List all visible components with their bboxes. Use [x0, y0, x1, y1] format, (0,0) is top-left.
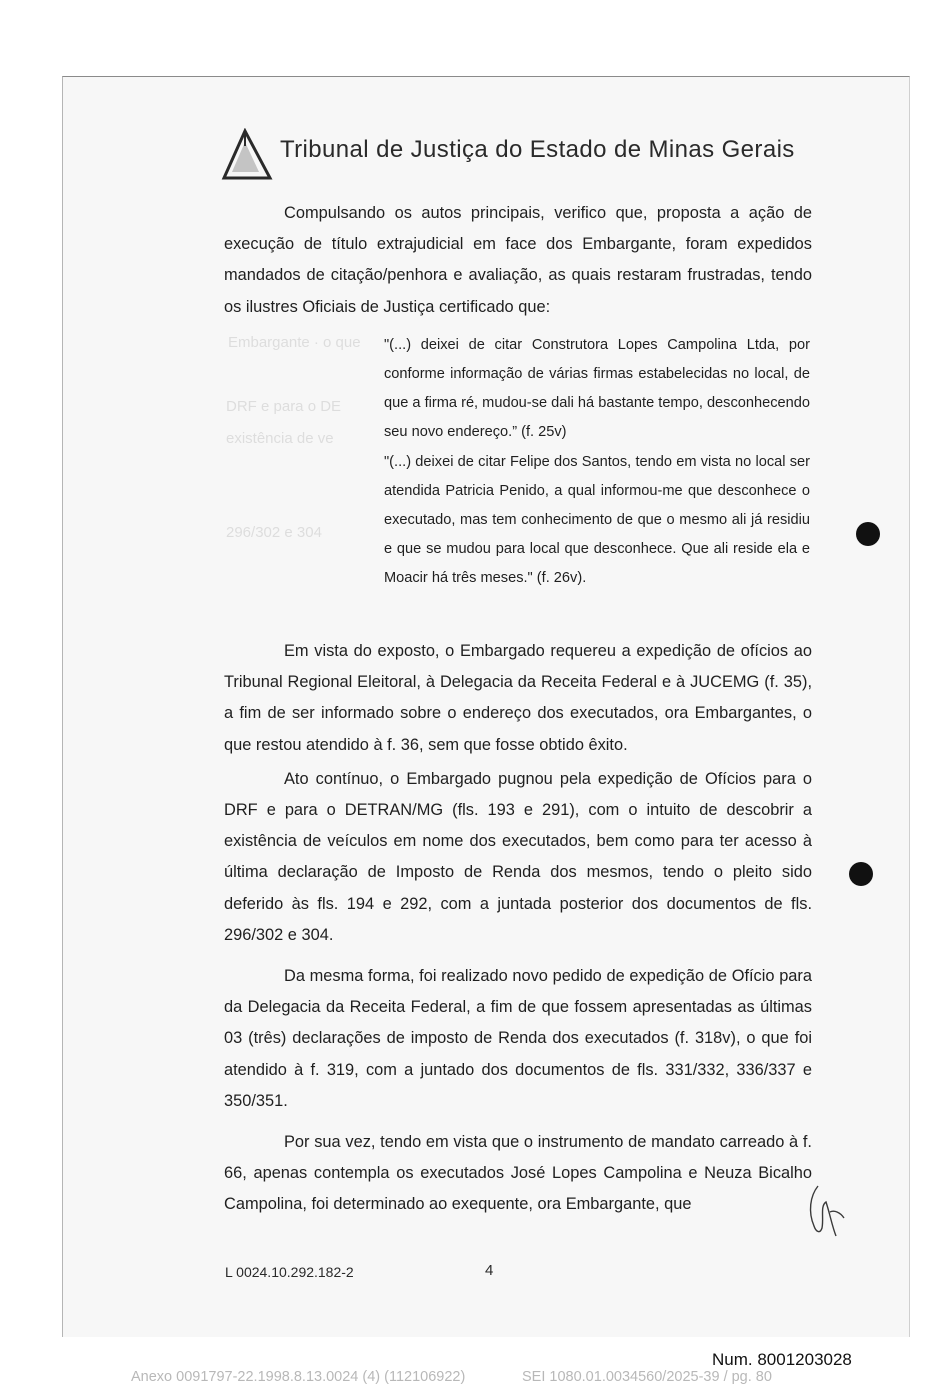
initials-signature [806, 1182, 848, 1240]
paragraph-expedicao-oficios: Em vista do exposto, o Embargado requereu a expedição de ofícios ao Tribunal Regional Eleitoral, à Delegacia da Receita Federal e à JUCEMG (f. 35), a fim de ser informado sobre o endereço dos executados, ora Embargantes, o que restou atendido à f. 36, sem que fosse obtido êxito. [224, 642, 812, 754]
court-header [218, 128, 838, 184]
quote-felipe: "(...) deixei de citar Felipe dos Santos, tendo em vista no local ser atendida Patricia Penido, a qual informou-me que desconhece o executado, mas tem conhecimento de que o mesmo ali já residiu e que se mudou para local que desconhece. Que ali reside ela e Moacir há três meses." (f. 26v). [384, 454, 810, 586]
bleed-through: Embargante · o que [228, 334, 361, 351]
main-text [224, 636, 812, 1221]
bleed-through: 296/302 e 304 [226, 524, 322, 541]
court-title: Tribunal de Justiça do Estado de Minas Gerais [280, 136, 795, 163]
document-number: Num. 8001203028 [712, 1350, 852, 1369]
punch-hole [856, 522, 880, 546]
bleed-through: DRF e para o DE [226, 398, 342, 415]
page-number: 4 [485, 1262, 494, 1279]
paragraph-intro: Compulsando os autos principais, verifico que, proposta a ação de execução de título extrajudicial em face dos Embargante, foram expedidos mandados de citação/penhora e avaliação, as quais restaram frustradas, tendo os ilustres Oficiais de Justiça certificado que: [224, 204, 812, 316]
certified-quotes [384, 331, 810, 593]
paragraph-ato-continuo: Ato contínuo, o Embargado pugnou pela expedição de Ofícios para o DRF e para o DETRAN/MG (fls. 193 e 291), com o intuito de descobrir a existência de veículos em nome dos executados, bem como para ter acesso à última declaração de Imposto de Renda dos mesmos, tendo o pleito sido deferido às fls. 194 e 292, com a juntada posterior dos documentos de fls. 296/302 e 304. [224, 769, 812, 944]
quote-construtora: "(...) deixei de citar Construtora Lopes Campolina Ltda, por conforme informação de várias firmas estabelecidas no local, de que a firma ré, mudou-se dali há bastante tempo, desconhecendo seu novo endereço.” (f. 25v) [384, 337, 810, 440]
punch-hole [849, 862, 873, 886]
case-reference: L 0024.10.292.182-2 [225, 1264, 354, 1280]
paragraph-novo-pedido: Da mesma forma, foi realizado novo pedido de expedição de Ofício para da Delegacia da Receita Federal, a fim de que fossem apresentadas as últimas 03 (três) declarações de imposto de Renda dos executados (f. 318v), o que foi atendido à f. 319, com a juntado dos documentos de fls. 331/332, 336/337 e 350/351. [224, 967, 812, 1110]
annex-stamp: Anexo 0091797-22.1998.8.13.0024 (4) (112106922) [131, 1369, 466, 1385]
bleed-through: existência de ve [226, 430, 334, 447]
intro-section [224, 198, 812, 323]
sei-stamp: SEI 1080.01.0034560/2025-39 / pg. 80 [522, 1369, 772, 1385]
tjmg-logo-icon [218, 128, 276, 182]
paragraph-mandato: Por sua vez, tendo em vista que o instrumento de mandato carreado à f. 66, apenas contempla os executados José Lopes Campolina e Neuza Bicalho Campolina, foi determinado ao exequente, ora Embargante, que [224, 1133, 812, 1214]
